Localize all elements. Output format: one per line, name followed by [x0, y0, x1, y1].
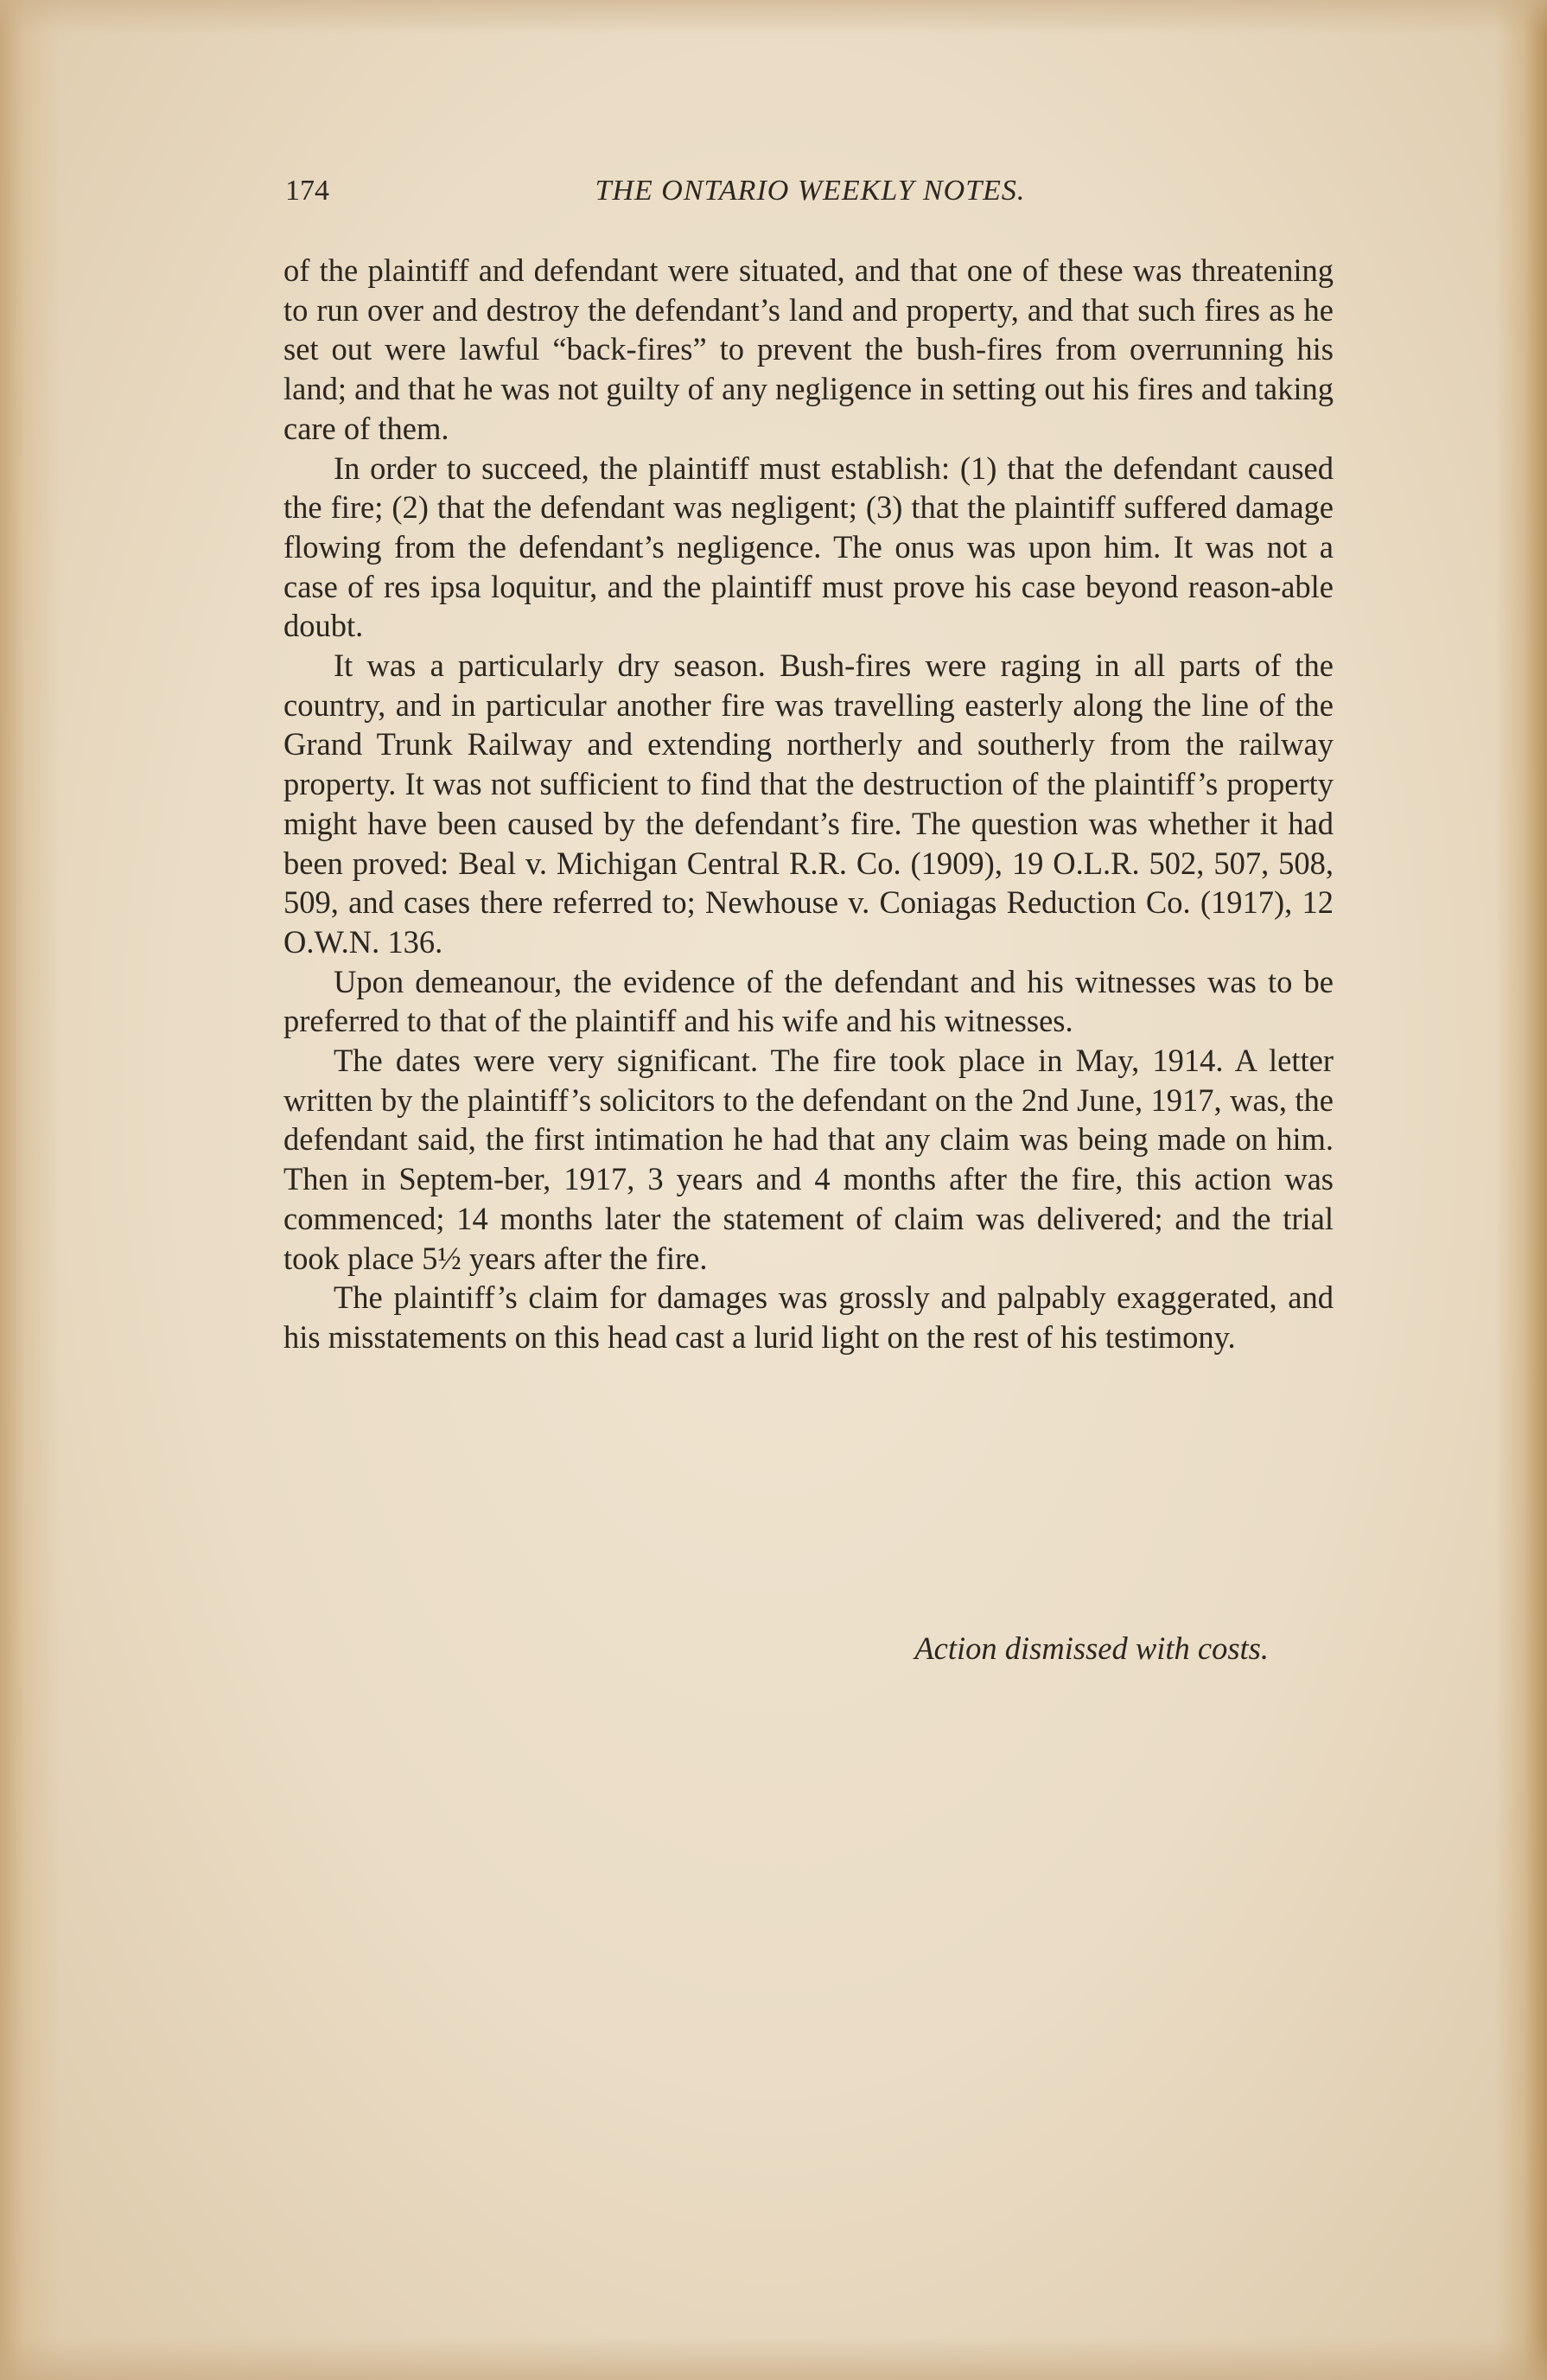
paragraph-damages-claim: The plaintiff’s claim for damages was grossly and palpably exaggerated, and his misstatements on this head cast a lurid light on the rest of his testimony. — [283, 1279, 1334, 1355]
page-edge-left — [0, 0, 60, 2380]
paragraph-demeanour: Upon demeanour, the evidence of the defendant and his witnesses was to be preferred to that of the plaintiff and his wife and his witnesses. — [283, 963, 1334, 1039]
paragraph-dates: The dates were very significant. The fire took place in May, 1914. A letter written by the plaintiff’s solicitors to the defendant on the 2nd June, 1917, was, the defendant said, the first intimation he had that any claim was being made on him. Then in Septem-ber, 1917, 3 years and 4 months after the fire, this action was commenced; 14 months later the statement of claim was delivered; and the trial took place 5½ years after the fire. — [283, 1043, 1334, 1276]
journal-title: THE ONTARIO WEEKLY NOTES. — [595, 175, 1026, 207]
page-edge-right — [1495, 0, 1547, 2380]
paragraph-defence-continued: of the plaintiff and defendant were situated, and that one of these was threatening to run over and destroy the defendant’s land and property, and that such fires as he set out were lawful “back-fires” to prevent the bush-fires from overrunning his land; and that he was not guilty of any negligence in setting out his fires and taking care of them. — [283, 252, 1334, 446]
body-text — [283, 251, 1334, 1357]
paragraph-burden-of-proof: In order to succeed, the plaintiff must establish: (1) that the defendant caused the fire; (2) that the defendant was negligent; (3) that the plaintiff suffered damage flowing from the defendant’s negligence. The onus was upon him. It was not a case of res ipsa loquitur, and the plaintiff must prove his case beyond reason-able doubt. — [283, 450, 1334, 644]
paragraph-dry-season: It was a particularly dry season. Bush-fires were raging in all parts of the country, and in particular another fire was travelling easterly along the line of the Grand Trunk Railway and extending northerly and southerly from the railway property. It was not sufficient to find that the destruction of the plaintiff’s property might have been caused by the defendant’s fire. The question was whether it had been proved: Beal v. Michigan Central R.R. Co. (1909), 19 O.L.R. 502, 507, 508, 509, and cases there referred to; Newhouse v. Coniagas Reduction Co. (1917), 12 O.W.N. 136. — [283, 648, 1334, 960]
disposition: Action dismissed with costs. — [914, 1630, 1269, 1666]
page-edge-bottom — [0, 2337, 1547, 2380]
page-number: 174 — [285, 175, 329, 207]
running-head — [285, 169, 1335, 213]
page-edge-top — [0, 0, 1547, 35]
